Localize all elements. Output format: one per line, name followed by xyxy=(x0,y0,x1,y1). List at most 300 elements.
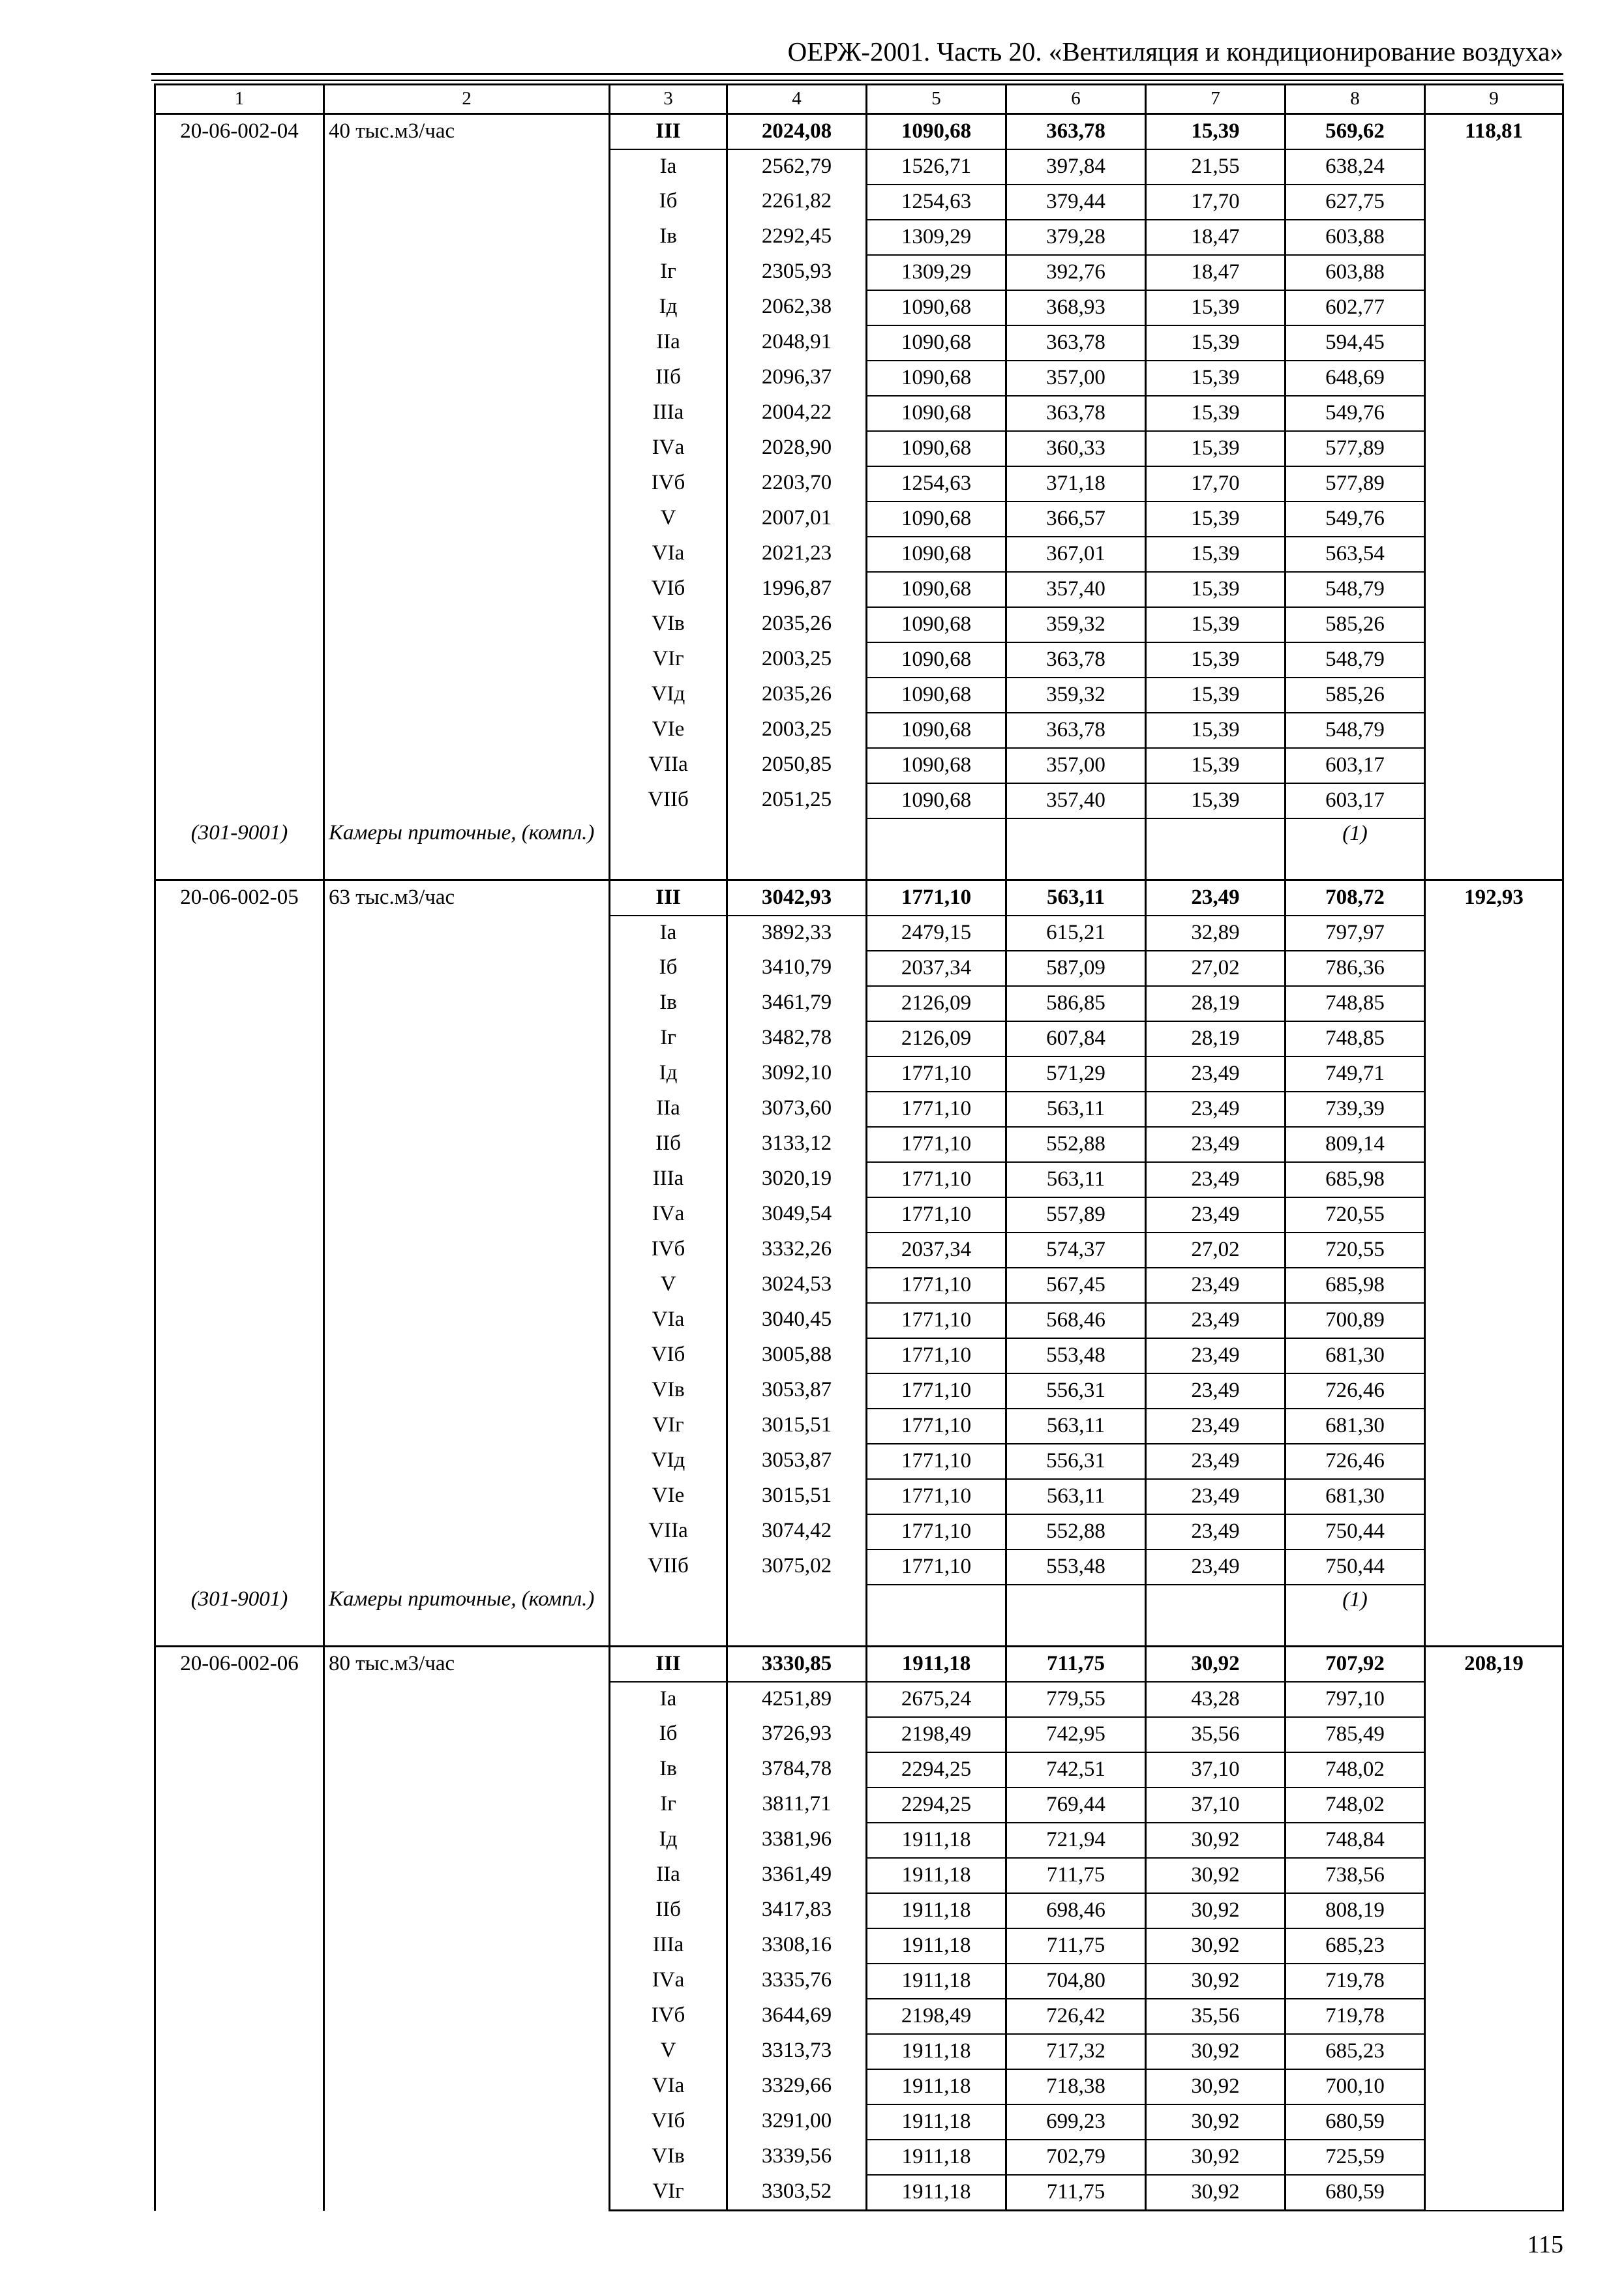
region-code: VIIа xyxy=(610,748,727,783)
cost-value-col7: 37,10 xyxy=(1146,1788,1286,1823)
region-code: IVа xyxy=(610,431,727,466)
cost-value-col5: 2198,49 xyxy=(867,1717,1006,1752)
cost-value-col5: 1090,68 xyxy=(867,396,1006,431)
cost-value-col7: 23,49 xyxy=(1146,880,1286,916)
cost-value-col7: 30,92 xyxy=(1146,1858,1286,1893)
column-number-7: 7 xyxy=(1146,85,1286,114)
cost-value-col4: 3075,02 xyxy=(727,1549,867,1585)
cost-value-col4: 2035,26 xyxy=(727,607,867,642)
cost-value-col8: 786,36 xyxy=(1286,951,1425,986)
cost-value-col4: 2004,22 xyxy=(727,396,867,431)
empty-cell xyxy=(610,1585,727,1647)
region-code: IIа xyxy=(610,1858,727,1893)
cost-value-col7: 23,49 xyxy=(1146,1056,1286,1092)
cost-value-col4: 4251,89 xyxy=(727,1682,867,1717)
cost-value-col7: 30,92 xyxy=(1146,1964,1286,1999)
cost-value-col5: 1090,68 xyxy=(867,713,1006,748)
cost-value-col4: 3133,12 xyxy=(727,1127,867,1162)
cost-value-col6: 717,32 xyxy=(1006,2034,1146,2069)
cost-value-col7: 23,49 xyxy=(1146,1514,1286,1549)
table-row xyxy=(155,114,1563,150)
cost-value-col8: 750,44 xyxy=(1286,1549,1425,1585)
cost-value-col6: 366,57 xyxy=(1006,501,1146,537)
cost-value-col8: 627,75 xyxy=(1286,185,1425,220)
cost-value-col4: 3811,71 xyxy=(727,1788,867,1823)
cost-value-col5: 1771,10 xyxy=(867,1197,1006,1233)
cost-value-col4: 3024,53 xyxy=(727,1268,867,1303)
page-number: 115 xyxy=(1527,2231,1563,2258)
cost-value-col6: 556,31 xyxy=(1006,1444,1146,1479)
region-code: VIа xyxy=(610,2069,727,2104)
cost-value-col5: 2037,34 xyxy=(867,951,1006,986)
cost-value-col5: 1911,18 xyxy=(867,1858,1006,1893)
cost-value-col6: 721,94 xyxy=(1006,1823,1146,1858)
table-row xyxy=(155,1647,1563,1683)
region-code: VIIб xyxy=(610,1549,727,1585)
cost-value-col5: 1090,68 xyxy=(867,325,1006,361)
material-code: (301-9001) xyxy=(155,1585,324,1647)
cost-value-col7: 15,39 xyxy=(1146,114,1286,150)
cost-value-col5: 1771,10 xyxy=(867,1162,1006,1197)
cost-value-col6: 363,78 xyxy=(1006,713,1146,748)
title-rule-thin xyxy=(151,80,1563,81)
cost-value-col5: 2198,49 xyxy=(867,1999,1006,2034)
cost-value-col5: 1911,18 xyxy=(867,1647,1006,1683)
cost-value-col8: 594,45 xyxy=(1286,325,1425,361)
cost-value-col6: 587,09 xyxy=(1006,951,1146,986)
cost-value-col5: 1771,10 xyxy=(867,1303,1006,1338)
cost-value-col5: 2294,25 xyxy=(867,1752,1006,1788)
rate-code: 20-06-002-05 xyxy=(155,880,324,1585)
cost-value-col4: 2021,23 xyxy=(727,537,867,572)
cost-value-col5: 1309,29 xyxy=(867,255,1006,290)
cost-value-col5: 1911,18 xyxy=(867,1964,1006,1999)
region-code: VIIа xyxy=(610,1514,727,1549)
cost-value-col5: 1090,68 xyxy=(867,748,1006,783)
cost-value-col4: 3644,69 xyxy=(727,1999,867,2034)
region-code: VIв xyxy=(610,2140,727,2175)
cost-value-col4: 3784,78 xyxy=(727,1752,867,1788)
column-number-6: 6 xyxy=(1006,85,1146,114)
column-number-8: 8 xyxy=(1286,85,1425,114)
cost-value-col7: 21,55 xyxy=(1146,149,1286,185)
column-number-4: 4 xyxy=(727,85,867,114)
cost-value-col4: 3053,87 xyxy=(727,1373,867,1409)
cost-value-col7: 30,92 xyxy=(1146,1647,1286,1683)
region-code: IVа xyxy=(610,1964,727,1999)
cost-value-col6: 556,31 xyxy=(1006,1373,1146,1409)
cost-value-col4: 2003,25 xyxy=(727,642,867,678)
cost-value-col5: 1771,10 xyxy=(867,1338,1006,1373)
cost-value-col8: 577,89 xyxy=(1286,466,1425,501)
cost-value-col5: 1090,68 xyxy=(867,114,1006,150)
cost-value-col4: 2051,25 xyxy=(727,783,867,818)
cost-value-col6: 392,76 xyxy=(1006,255,1146,290)
cost-value-col7: 23,49 xyxy=(1146,1409,1286,1444)
cost-value-col7: 15,39 xyxy=(1146,501,1286,537)
cost-value-col6: 779,55 xyxy=(1006,1682,1146,1717)
cost-value-col7: 15,39 xyxy=(1146,396,1286,431)
cost-value-col5: 1090,68 xyxy=(867,361,1006,396)
cost-value-col5: 1911,18 xyxy=(867,2175,1006,2211)
cost-value-col5: 1911,18 xyxy=(867,2034,1006,2069)
cost-value-col7: 23,49 xyxy=(1146,1092,1286,1127)
cost-value-col7: 23,49 xyxy=(1146,1479,1286,1514)
cost-value-col8: 602,77 xyxy=(1286,290,1425,325)
cost-value-col6: 360,33 xyxy=(1006,431,1146,466)
cost-value-col8: 603,17 xyxy=(1286,783,1425,818)
cost-value-col7: 30,92 xyxy=(1146,2034,1286,2069)
cost-value-col8: 685,23 xyxy=(1286,2034,1425,2069)
region-code: VIб xyxy=(610,572,727,607)
cost-value-col7: 18,47 xyxy=(1146,220,1286,255)
column-number-row xyxy=(155,85,1563,114)
cost-value-col6: 357,00 xyxy=(1006,748,1146,783)
cost-value-col8: 569,62 xyxy=(1286,114,1425,150)
empty-cell xyxy=(1006,1585,1146,1647)
cost-value-col4: 2261,82 xyxy=(727,185,867,220)
cost-value-col5: 1911,18 xyxy=(867,2140,1006,2175)
cost-value-col8: 685,23 xyxy=(1286,1928,1425,1964)
cost-value-col4: 3291,00 xyxy=(727,2104,867,2140)
cost-value-col5: 1911,18 xyxy=(867,2069,1006,2104)
region-code: Iг xyxy=(610,1021,727,1056)
cost-value-col7: 27,02 xyxy=(1146,1233,1286,1268)
cost-value-col8: 719,78 xyxy=(1286,1964,1425,1999)
cost-value-col5: 1090,68 xyxy=(867,572,1006,607)
region-code: Iв xyxy=(610,986,727,1021)
material-row xyxy=(155,818,1563,880)
rate-name: 40 тыс.м3/час xyxy=(324,114,610,819)
rate-code: 20-06-002-06 xyxy=(155,1647,324,2211)
cost-value-col8: 585,26 xyxy=(1286,678,1425,713)
cost-value-col5: 1771,10 xyxy=(867,1409,1006,1444)
column-number-3: 3 xyxy=(610,85,727,114)
cost-value-col6: 711,75 xyxy=(1006,2175,1146,2211)
material-name: Камеры приточные, (компл.) xyxy=(324,818,610,880)
cost-value-col7: 15,39 xyxy=(1146,572,1286,607)
cost-value-col8: 748,02 xyxy=(1286,1788,1425,1823)
cost-value-col6: 698,46 xyxy=(1006,1893,1146,1928)
cost-value-col8: 548,79 xyxy=(1286,572,1425,607)
price-table xyxy=(154,83,1564,2211)
cost-value-col6: 371,18 xyxy=(1006,466,1146,501)
cost-value-col7: 28,19 xyxy=(1146,1021,1286,1056)
cost-value-col5: 2479,15 xyxy=(867,916,1006,951)
cost-value-col5: 1090,68 xyxy=(867,678,1006,713)
cost-value-col4: 3040,45 xyxy=(727,1303,867,1338)
region-code: Iв xyxy=(610,1752,727,1788)
region-code: III xyxy=(610,114,727,150)
cost-value-col4: 3339,56 xyxy=(727,2140,867,2175)
cost-value-col6: 397,84 xyxy=(1006,149,1146,185)
region-code: VIа xyxy=(610,1303,727,1338)
empty-cell xyxy=(1006,818,1146,880)
cost-value-col4: 2292,45 xyxy=(727,220,867,255)
cost-value-col8: 548,79 xyxy=(1286,713,1425,748)
cost-value-col7: 23,49 xyxy=(1146,1303,1286,1338)
region-code: IIIа xyxy=(610,1928,727,1964)
region-code: IVб xyxy=(610,1233,727,1268)
material-name: Камеры приточные, (компл.) xyxy=(324,1585,610,1647)
cost-value-col6: 571,29 xyxy=(1006,1056,1146,1092)
cost-value-col4: 3482,78 xyxy=(727,1021,867,1056)
cost-value-col8: 797,10 xyxy=(1286,1682,1425,1717)
cost-value-col5: 1771,10 xyxy=(867,1268,1006,1303)
labor-value: 118,81 xyxy=(1425,114,1563,880)
region-code: IVа xyxy=(610,1197,727,1233)
cost-value-col5: 1771,10 xyxy=(867,1549,1006,1585)
cost-value-col6: 742,51 xyxy=(1006,1752,1146,1788)
region-code: VIв xyxy=(610,607,727,642)
cost-value-col5: 1526,71 xyxy=(867,149,1006,185)
column-number-5: 5 xyxy=(867,85,1006,114)
cost-value-col7: 28,19 xyxy=(1146,986,1286,1021)
cost-value-col6: 552,88 xyxy=(1006,1514,1146,1549)
cost-value-col4: 3020,19 xyxy=(727,1162,867,1197)
cost-value-col8: 707,92 xyxy=(1286,1647,1425,1683)
empty-cell xyxy=(727,818,867,880)
region-code: VIг xyxy=(610,642,727,678)
cost-value-col5: 1254,63 xyxy=(867,466,1006,501)
empty-cell xyxy=(727,1585,867,1647)
cost-value-col6: 568,46 xyxy=(1006,1303,1146,1338)
region-code: Iб xyxy=(610,951,727,986)
cost-value-col8: 603,17 xyxy=(1286,748,1425,783)
cost-value-col7: 15,39 xyxy=(1146,678,1286,713)
region-code: IIIа xyxy=(610,396,727,431)
cost-value-col6: 363,78 xyxy=(1006,325,1146,361)
cost-value-col8: 785,49 xyxy=(1286,1717,1425,1752)
cost-value-col5: 1090,68 xyxy=(867,537,1006,572)
cost-value-col8: 585,26 xyxy=(1286,607,1425,642)
cost-value-col7: 15,39 xyxy=(1146,642,1286,678)
cost-value-col8: 680,59 xyxy=(1286,2175,1425,2211)
cost-value-col4: 2035,26 xyxy=(727,678,867,713)
cost-value-col7: 15,39 xyxy=(1146,783,1286,818)
cost-value-col4: 3332,26 xyxy=(727,1233,867,1268)
cost-value-col8: 719,78 xyxy=(1286,1999,1425,2034)
cost-value-col4: 2007,01 xyxy=(727,501,867,537)
cost-value-col8: 748,84 xyxy=(1286,1823,1425,1858)
region-code: IIа xyxy=(610,1092,727,1127)
cost-value-col7: 15,39 xyxy=(1146,290,1286,325)
cost-value-col7: 17,70 xyxy=(1146,185,1286,220)
cost-value-col6: 379,44 xyxy=(1006,185,1146,220)
empty-cell xyxy=(1146,1585,1286,1647)
cost-value-col4: 2562,79 xyxy=(727,149,867,185)
cost-value-col6: 711,75 xyxy=(1006,1647,1146,1683)
cost-value-col7: 15,39 xyxy=(1146,361,1286,396)
cost-value-col8: 720,55 xyxy=(1286,1197,1425,1233)
cost-value-col6: 357,00 xyxy=(1006,361,1146,396)
cost-value-col6: 557,89 xyxy=(1006,1197,1146,1233)
cost-value-col7: 43,28 xyxy=(1146,1682,1286,1717)
cost-value-col7: 23,49 xyxy=(1146,1338,1286,1373)
cost-value-col8: 681,30 xyxy=(1286,1409,1425,1444)
cost-value-col4: 2003,25 xyxy=(727,713,867,748)
cost-value-col5: 1911,18 xyxy=(867,1928,1006,1964)
cost-value-col6: 586,85 xyxy=(1006,986,1146,1021)
cost-value-col4: 3005,88 xyxy=(727,1338,867,1373)
cost-value-col6: 379,28 xyxy=(1006,220,1146,255)
cost-value-col8: 638,24 xyxy=(1286,149,1425,185)
cost-value-col8: 681,30 xyxy=(1286,1338,1425,1373)
cost-value-col5: 1090,68 xyxy=(867,501,1006,537)
region-code: Iв xyxy=(610,220,727,255)
cost-value-col7: 15,39 xyxy=(1146,607,1286,642)
cost-value-col7: 23,49 xyxy=(1146,1127,1286,1162)
cost-value-col8: 725,59 xyxy=(1286,2140,1425,2175)
region-code: Iа xyxy=(610,916,727,951)
cost-value-col7: 30,92 xyxy=(1146,2175,1286,2211)
cost-value-col7: 23,49 xyxy=(1146,1373,1286,1409)
cost-value-col4: 2062,38 xyxy=(727,290,867,325)
cost-value-col4: 3726,93 xyxy=(727,1717,867,1752)
cost-value-col6: 702,79 xyxy=(1006,2140,1146,2175)
cost-value-col8: 726,46 xyxy=(1286,1444,1425,1479)
cost-value-col8: 685,98 xyxy=(1286,1268,1425,1303)
cost-value-col5: 1090,68 xyxy=(867,431,1006,466)
cost-value-col4: 3361,49 xyxy=(727,1858,867,1893)
cost-value-col7: 30,92 xyxy=(1146,1928,1286,1964)
cost-value-col5: 1090,68 xyxy=(867,607,1006,642)
cost-value-col4: 3308,16 xyxy=(727,1928,867,1964)
cost-value-col6: 359,32 xyxy=(1006,678,1146,713)
cost-value-col5: 1254,63 xyxy=(867,185,1006,220)
cost-value-col4: 3313,73 xyxy=(727,2034,867,2069)
region-code: Iб xyxy=(610,185,727,220)
cost-value-col5: 1090,68 xyxy=(867,290,1006,325)
region-code: Iа xyxy=(610,1682,727,1717)
cost-value-col6: 553,48 xyxy=(1006,1549,1146,1585)
cost-value-col6: 769,44 xyxy=(1006,1788,1146,1823)
cost-value-col5: 1771,10 xyxy=(867,1373,1006,1409)
region-code: III xyxy=(610,880,727,916)
rate-code: 20-06-002-04 xyxy=(155,114,324,819)
cost-value-col4: 2048,91 xyxy=(727,325,867,361)
region-code: IVб xyxy=(610,1999,727,2034)
cost-value-col5: 1771,10 xyxy=(867,1056,1006,1092)
cost-value-col6: 742,95 xyxy=(1006,1717,1146,1752)
cost-value-col6: 359,32 xyxy=(1006,607,1146,642)
cost-value-col7: 35,56 xyxy=(1146,1717,1286,1752)
cost-value-col4: 3074,42 xyxy=(727,1514,867,1549)
cost-value-col7: 32,89 xyxy=(1146,916,1286,951)
cost-value-col6: 711,75 xyxy=(1006,1858,1146,1893)
cost-value-col7: 35,56 xyxy=(1146,1999,1286,2034)
labor-value: 192,93 xyxy=(1425,880,1563,1647)
material-note: (1) xyxy=(1286,1585,1425,1647)
cost-value-col5: 2126,09 xyxy=(867,1021,1006,1056)
cost-value-col6: 552,88 xyxy=(1006,1127,1146,1162)
empty-cell xyxy=(1146,818,1286,880)
empty-cell xyxy=(610,818,727,880)
cost-value-col6: 574,37 xyxy=(1006,1233,1146,1268)
cost-value-col5: 1771,10 xyxy=(867,1092,1006,1127)
cost-value-col6: 553,48 xyxy=(1006,1338,1146,1373)
material-note: (1) xyxy=(1286,818,1425,880)
cost-value-col7: 18,47 xyxy=(1146,255,1286,290)
cost-value-col6: 615,21 xyxy=(1006,916,1146,951)
region-code: VIг xyxy=(610,1409,727,1444)
cost-value-col8: 738,56 xyxy=(1286,1858,1425,1893)
cost-value-col6: 357,40 xyxy=(1006,783,1146,818)
cost-value-col4: 2096,37 xyxy=(727,361,867,396)
cost-value-col5: 1090,68 xyxy=(867,783,1006,818)
cost-value-col4: 3381,96 xyxy=(727,1823,867,1858)
region-code: VIб xyxy=(610,2104,727,2140)
region-code: VIе xyxy=(610,1479,727,1514)
cost-value-col5: 1911,18 xyxy=(867,1893,1006,1928)
cost-value-col8: 809,14 xyxy=(1286,1127,1425,1162)
cost-value-col6: 367,01 xyxy=(1006,537,1146,572)
cost-value-col6: 711,75 xyxy=(1006,1928,1146,1964)
cost-value-col7: 37,10 xyxy=(1146,1752,1286,1788)
cost-value-col7: 23,49 xyxy=(1146,1197,1286,1233)
cost-value-col6: 718,38 xyxy=(1006,2069,1146,2104)
labor-value: 208,19 xyxy=(1425,1647,1563,2211)
cost-value-col6: 704,80 xyxy=(1006,1964,1146,1999)
cost-value-col5: 1771,10 xyxy=(867,1444,1006,1479)
cost-value-col7: 30,92 xyxy=(1146,2104,1286,2140)
region-code: IIб xyxy=(610,361,727,396)
cost-value-col4: 2024,08 xyxy=(727,114,867,150)
cost-value-col8: 748,02 xyxy=(1286,1752,1425,1788)
cost-value-col8: 720,55 xyxy=(1286,1233,1425,1268)
material-row xyxy=(155,1585,1563,1647)
cost-value-col5: 2294,25 xyxy=(867,1788,1006,1823)
region-code: VIа xyxy=(610,537,727,572)
region-code: IIIа xyxy=(610,1162,727,1197)
column-number-9: 9 xyxy=(1425,85,1563,114)
title-rule xyxy=(151,73,1563,75)
region-code: V xyxy=(610,2034,727,2069)
cost-value-col6: 726,42 xyxy=(1006,1999,1146,2034)
region-code: VIе xyxy=(610,713,727,748)
cost-value-col6: 699,23 xyxy=(1006,2104,1146,2140)
cost-value-col6: 567,45 xyxy=(1006,1268,1146,1303)
cost-value-col5: 1771,10 xyxy=(867,1127,1006,1162)
page-title: ОЕРЖ-2001. Часть 20. «Вентиляция и кондиционирование воздуха» xyxy=(787,37,1563,67)
cost-value-col4: 3335,76 xyxy=(727,1964,867,1999)
region-code: IIб xyxy=(610,1893,727,1928)
cost-value-col5: 2037,34 xyxy=(867,1233,1006,1268)
region-code: Iд xyxy=(610,290,727,325)
cost-value-col8: 685,98 xyxy=(1286,1162,1425,1197)
cost-value-col8: 726,46 xyxy=(1286,1373,1425,1409)
cost-value-col7: 30,92 xyxy=(1146,1893,1286,1928)
cost-value-col7: 17,70 xyxy=(1146,466,1286,501)
cost-value-col5: 1771,10 xyxy=(867,1514,1006,1549)
cost-value-col7: 23,49 xyxy=(1146,1549,1286,1585)
cost-value-col8: 748,85 xyxy=(1286,1021,1425,1056)
cost-value-col6: 363,78 xyxy=(1006,114,1146,150)
material-code: (301-9001) xyxy=(155,818,324,880)
cost-value-col5: 1771,10 xyxy=(867,1479,1006,1514)
cost-value-col8: 577,89 xyxy=(1286,431,1425,466)
region-code: V xyxy=(610,1268,727,1303)
cost-value-col4: 3042,93 xyxy=(727,880,867,916)
region-code: VIд xyxy=(610,678,727,713)
cost-value-col7: 30,92 xyxy=(1146,2140,1286,2175)
cost-value-col4: 3049,54 xyxy=(727,1197,867,1233)
cost-value-col4: 1996,87 xyxy=(727,572,867,607)
empty-cell xyxy=(867,818,1006,880)
region-code: VIв xyxy=(610,1373,727,1409)
cost-value-col7: 30,92 xyxy=(1146,2069,1286,2104)
cost-value-col4: 3461,79 xyxy=(727,986,867,1021)
